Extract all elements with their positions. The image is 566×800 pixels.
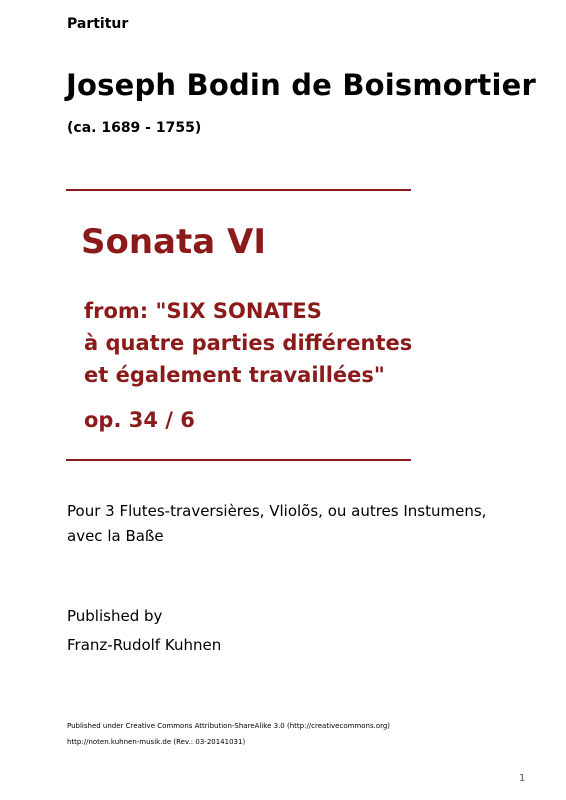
page-number: 1 [519,773,526,784]
divider-top [66,189,411,191]
instrumentation-line: avec la Baße [67,527,164,545]
document-type-label: Partitur [67,16,129,32]
work-title: Sonata VI [81,222,266,262]
work-source-line: et également travaillées" [84,363,385,387]
composer-dates: (ca. 1689 - 1755) [67,120,202,136]
instrumentation-line: Pour 3 Flutes-traversières, Vliolõs, ou autres Instumens, [67,502,487,520]
publisher-name: Franz-Rudolf Kuhnen [67,636,222,654]
work-source [84,295,412,391]
composer-name: Joseph Bodin de Boismortier [66,68,536,102]
license-notice: Published under Creative Commons Attribution-ShareAlike 3.0 (http://creativecommons.org) [67,722,391,730]
work-source-line: à quatre parties différentes [84,331,413,355]
divider-bottom [66,459,411,461]
work-source-line: from: "SIX SONATES [84,299,322,323]
instrumentation [67,499,486,549]
opus-number: op. 34 / 6 [84,408,195,432]
website-revision: http://noten.kuhnen-musik.de (Rev.: 03-20141031) [67,738,246,746]
published-by-label: Published by [67,607,163,625]
